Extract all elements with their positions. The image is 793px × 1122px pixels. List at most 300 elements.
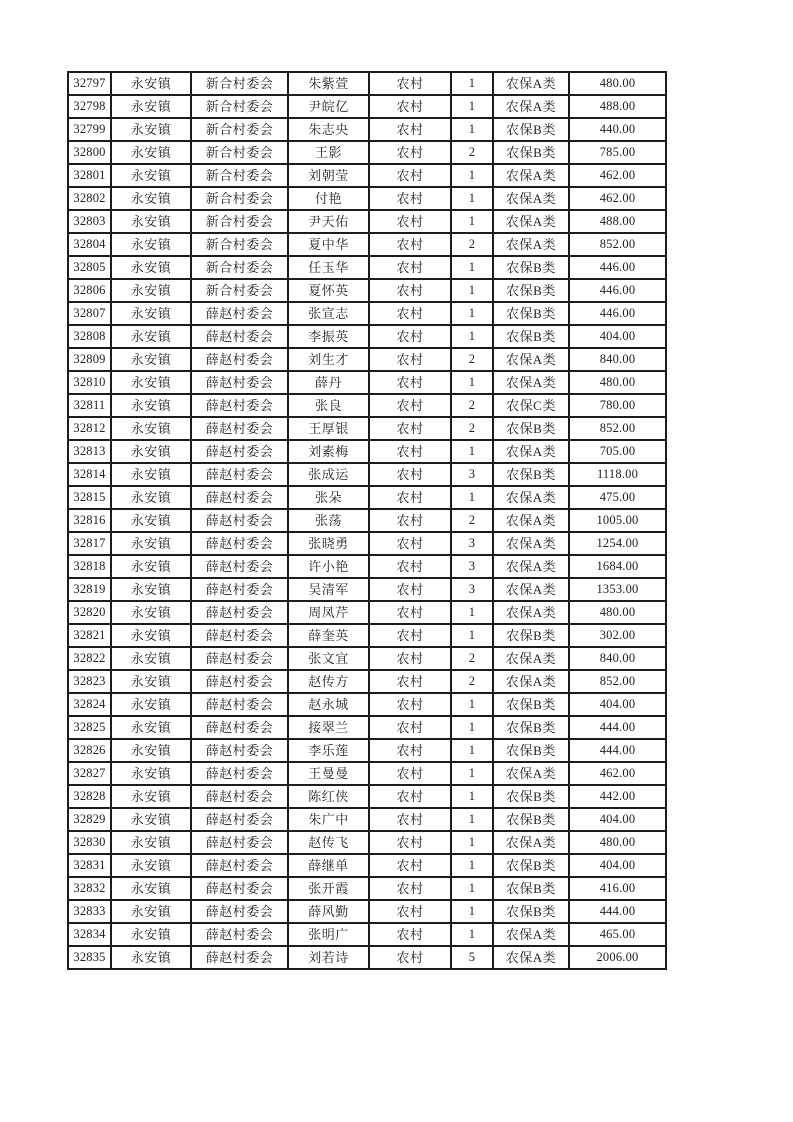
cell-insurance-class: 农保A类 (493, 233, 569, 256)
cell-category: 农村 (369, 210, 451, 233)
cell-category: 农村 (369, 578, 451, 601)
cell-person-name: 付艳 (288, 187, 369, 210)
cell-serial-no: 32807 (68, 302, 111, 325)
table-row (68, 233, 666, 256)
cell-town: 永安镇 (111, 716, 191, 739)
cell-person-count: 3 (451, 532, 493, 555)
cell-category: 农村 (369, 118, 451, 141)
cell-town: 永安镇 (111, 486, 191, 509)
cell-town: 永安镇 (111, 601, 191, 624)
table-row (68, 601, 666, 624)
table-row (68, 854, 666, 877)
cell-village-committee: 薛赵村委会 (191, 831, 288, 854)
cell-category: 农村 (369, 164, 451, 187)
cell-category: 农村 (369, 647, 451, 670)
table-row (68, 509, 666, 532)
cell-insurance-class: 农保A类 (493, 486, 569, 509)
cell-category: 农村 (369, 854, 451, 877)
cell-amount: 440.00 (569, 118, 666, 141)
table-row (68, 164, 666, 187)
cell-town: 永安镇 (111, 463, 191, 486)
cell-insurance-class: 农保A类 (493, 187, 569, 210)
cell-category: 农村 (369, 463, 451, 486)
cell-serial-no: 32812 (68, 417, 111, 440)
cell-category: 农村 (369, 440, 451, 463)
cell-village-committee: 薛赵村委会 (191, 440, 288, 463)
cell-category: 农村 (369, 716, 451, 739)
cell-town: 永安镇 (111, 394, 191, 417)
cell-category: 农村 (369, 785, 451, 808)
table-row (68, 463, 666, 486)
cell-insurance-class: 农保B类 (493, 808, 569, 831)
cell-person-count: 1 (451, 808, 493, 831)
table-row (68, 486, 666, 509)
cell-person-count: 1 (451, 440, 493, 463)
cell-insurance-class: 农保A类 (493, 555, 569, 578)
table-row (68, 187, 666, 210)
cell-serial-no: 32797 (68, 72, 111, 95)
cell-category: 农村 (369, 601, 451, 624)
cell-serial-no: 32820 (68, 601, 111, 624)
cell-category: 农村 (369, 95, 451, 118)
cell-town: 永安镇 (111, 946, 191, 969)
cell-amount: 404.00 (569, 325, 666, 348)
cell-town: 永安镇 (111, 509, 191, 532)
cell-serial-no: 32804 (68, 233, 111, 256)
cell-category: 农村 (369, 923, 451, 946)
cell-person-name: 夏怀英 (288, 279, 369, 302)
cell-village-committee: 新合村委会 (191, 187, 288, 210)
cell-serial-no: 32813 (68, 440, 111, 463)
cell-insurance-class: 农保B类 (493, 417, 569, 440)
table-row (68, 325, 666, 348)
cell-amount: 444.00 (569, 716, 666, 739)
cell-village-committee: 薛赵村委会 (191, 946, 288, 969)
cell-person-count: 1 (451, 785, 493, 808)
cell-person-count: 1 (451, 877, 493, 900)
cell-serial-no: 32828 (68, 785, 111, 808)
cell-amount: 302.00 (569, 624, 666, 647)
cell-person-name: 薛奎英 (288, 624, 369, 647)
cell-person-name: 李乐莲 (288, 739, 369, 762)
cell-town: 永安镇 (111, 187, 191, 210)
cell-amount: 462.00 (569, 164, 666, 187)
cell-amount: 446.00 (569, 302, 666, 325)
cell-person-name: 刘生才 (288, 348, 369, 371)
cell-amount: 1353.00 (569, 578, 666, 601)
cell-serial-no: 32798 (68, 95, 111, 118)
cell-insurance-class: 农保A类 (493, 164, 569, 187)
cell-person-name: 张文宜 (288, 647, 369, 670)
cell-category: 农村 (369, 555, 451, 578)
cell-village-committee: 新合村委会 (191, 164, 288, 187)
cell-serial-no: 32803 (68, 210, 111, 233)
cell-village-committee: 薛赵村委会 (191, 923, 288, 946)
cell-amount: 444.00 (569, 739, 666, 762)
cell-village-committee: 薛赵村委会 (191, 394, 288, 417)
table-row (68, 739, 666, 762)
table-row (68, 831, 666, 854)
cell-category: 农村 (369, 394, 451, 417)
cell-town: 永安镇 (111, 72, 191, 95)
cell-insurance-class: 农保A类 (493, 210, 569, 233)
table-row (68, 923, 666, 946)
table-row (68, 348, 666, 371)
cell-town: 永安镇 (111, 877, 191, 900)
cell-serial-no: 32821 (68, 624, 111, 647)
cell-category: 农村 (369, 256, 451, 279)
table-row (68, 647, 666, 670)
cell-amount: 462.00 (569, 187, 666, 210)
table-row (68, 808, 666, 831)
cell-person-count: 1 (451, 831, 493, 854)
cell-person-count: 1 (451, 302, 493, 325)
cell-town: 永安镇 (111, 141, 191, 164)
cell-town: 永安镇 (111, 808, 191, 831)
cell-insurance-class: 农保B类 (493, 302, 569, 325)
cell-person-name: 刘素梅 (288, 440, 369, 463)
table-row (68, 693, 666, 716)
cell-serial-no: 32816 (68, 509, 111, 532)
cell-insurance-class: 农保B类 (493, 279, 569, 302)
cell-person-count: 1 (451, 187, 493, 210)
cell-amount: 480.00 (569, 831, 666, 854)
cell-insurance-class: 农保A类 (493, 946, 569, 969)
cell-insurance-class: 农保B类 (493, 785, 569, 808)
cell-town: 永安镇 (111, 762, 191, 785)
cell-insurance-class: 农保A类 (493, 601, 569, 624)
cell-person-count: 1 (451, 371, 493, 394)
cell-serial-no: 32809 (68, 348, 111, 371)
cell-person-count: 1 (451, 72, 493, 95)
cell-category: 农村 (369, 417, 451, 440)
cell-town: 永安镇 (111, 854, 191, 877)
cell-serial-no: 32810 (68, 371, 111, 394)
cell-amount: 852.00 (569, 417, 666, 440)
cell-serial-no: 32824 (68, 693, 111, 716)
cell-serial-no: 32801 (68, 164, 111, 187)
cell-village-committee: 薛赵村委会 (191, 486, 288, 509)
cell-insurance-class: 农保A类 (493, 95, 569, 118)
cell-category: 农村 (369, 946, 451, 969)
cell-village-committee: 薛赵村委会 (191, 509, 288, 532)
cell-person-name: 李振英 (288, 325, 369, 348)
cell-town: 永安镇 (111, 164, 191, 187)
cell-serial-no: 32819 (68, 578, 111, 601)
cell-person-count: 1 (451, 900, 493, 923)
cell-village-committee: 薛赵村委会 (191, 371, 288, 394)
cell-town: 永安镇 (111, 118, 191, 141)
cell-person-count: 2 (451, 509, 493, 532)
cell-serial-no: 32827 (68, 762, 111, 785)
cell-town: 永安镇 (111, 532, 191, 555)
cell-insurance-class: 农保A类 (493, 923, 569, 946)
table-row (68, 394, 666, 417)
cell-amount: 1118.00 (569, 463, 666, 486)
table-row (68, 440, 666, 463)
cell-person-name: 张晓勇 (288, 532, 369, 555)
cell-person-name: 张朵 (288, 486, 369, 509)
cell-village-committee: 薛赵村委会 (191, 532, 288, 555)
cell-insurance-class: 农保B类 (493, 854, 569, 877)
cell-village-committee: 薛赵村委会 (191, 624, 288, 647)
cell-category: 农村 (369, 233, 451, 256)
cell-village-committee: 新合村委会 (191, 72, 288, 95)
cell-person-name: 王影 (288, 141, 369, 164)
cell-person-name: 刘若诗 (288, 946, 369, 969)
cell-town: 永安镇 (111, 95, 191, 118)
cell-insurance-class: 农保A类 (493, 371, 569, 394)
cell-category: 农村 (369, 348, 451, 371)
cell-town: 永安镇 (111, 279, 191, 302)
cell-person-count: 1 (451, 95, 493, 118)
cell-amount: 416.00 (569, 877, 666, 900)
cell-insurance-class: 农保A类 (493, 348, 569, 371)
cell-insurance-class: 农保B类 (493, 739, 569, 762)
cell-insurance-class: 农保A类 (493, 762, 569, 785)
cell-person-name: 朱志央 (288, 118, 369, 141)
cell-person-count: 2 (451, 141, 493, 164)
cell-person-name: 赵传方 (288, 670, 369, 693)
cell-amount: 1684.00 (569, 555, 666, 578)
cell-amount: 2006.00 (569, 946, 666, 969)
cell-category: 农村 (369, 693, 451, 716)
cell-person-count: 1 (451, 854, 493, 877)
cell-person-count: 1 (451, 256, 493, 279)
cell-town: 永安镇 (111, 923, 191, 946)
cell-insurance-class: 农保B类 (493, 325, 569, 348)
cell-category: 农村 (369, 279, 451, 302)
cell-category: 农村 (369, 72, 451, 95)
cell-village-committee: 薛赵村委会 (191, 854, 288, 877)
cell-serial-no: 32834 (68, 923, 111, 946)
cell-category: 农村 (369, 486, 451, 509)
cell-serial-no: 32833 (68, 900, 111, 923)
cell-person-name: 王曼曼 (288, 762, 369, 785)
cell-person-count: 1 (451, 118, 493, 141)
cell-person-count: 1 (451, 923, 493, 946)
cell-amount: 840.00 (569, 348, 666, 371)
cell-village-committee: 薛赵村委会 (191, 578, 288, 601)
cell-village-committee: 薛赵村委会 (191, 647, 288, 670)
cell-town: 永安镇 (111, 256, 191, 279)
table-row (68, 279, 666, 302)
cell-person-count: 1 (451, 279, 493, 302)
cell-person-count: 3 (451, 555, 493, 578)
cell-amount: 462.00 (569, 762, 666, 785)
cell-insurance-class: 农保B类 (493, 141, 569, 164)
cell-amount: 488.00 (569, 95, 666, 118)
cell-town: 永安镇 (111, 739, 191, 762)
cell-person-name: 张成运 (288, 463, 369, 486)
cell-town: 永安镇 (111, 233, 191, 256)
cell-person-name: 任玉华 (288, 256, 369, 279)
cell-person-name: 尹皖亿 (288, 95, 369, 118)
cell-serial-no: 32806 (68, 279, 111, 302)
table-row (68, 900, 666, 923)
cell-amount: 785.00 (569, 141, 666, 164)
cell-town: 永安镇 (111, 785, 191, 808)
table-row (68, 371, 666, 394)
cell-amount: 446.00 (569, 256, 666, 279)
cell-serial-no: 32830 (68, 831, 111, 854)
cell-village-committee: 薛赵村委会 (191, 417, 288, 440)
table-row (68, 95, 666, 118)
cell-insurance-class: 农保B类 (493, 256, 569, 279)
table-row (68, 785, 666, 808)
cell-person-count: 3 (451, 578, 493, 601)
cell-person-count: 1 (451, 693, 493, 716)
cell-person-name: 夏中华 (288, 233, 369, 256)
cell-serial-no: 32808 (68, 325, 111, 348)
cell-town: 永安镇 (111, 578, 191, 601)
cell-town: 永安镇 (111, 371, 191, 394)
cell-person-count: 5 (451, 946, 493, 969)
cell-amount: 852.00 (569, 233, 666, 256)
cell-category: 农村 (369, 624, 451, 647)
cell-person-count: 2 (451, 233, 493, 256)
cell-amount: 404.00 (569, 693, 666, 716)
cell-serial-no: 32814 (68, 463, 111, 486)
cell-category: 农村 (369, 808, 451, 831)
cell-serial-no: 32805 (68, 256, 111, 279)
cell-insurance-class: 农保C类 (493, 394, 569, 417)
cell-person-count: 1 (451, 486, 493, 509)
cell-amount: 446.00 (569, 279, 666, 302)
cell-insurance-class: 农保B类 (493, 877, 569, 900)
cell-person-name: 张明广 (288, 923, 369, 946)
cell-person-count: 3 (451, 463, 493, 486)
cell-village-committee: 薛赵村委会 (191, 555, 288, 578)
cell-category: 农村 (369, 762, 451, 785)
cell-amount: 465.00 (569, 923, 666, 946)
cell-person-name: 朱紫萱 (288, 72, 369, 95)
cell-person-count: 1 (451, 210, 493, 233)
table-row (68, 578, 666, 601)
cell-person-name: 朱广中 (288, 808, 369, 831)
cell-serial-no: 32799 (68, 118, 111, 141)
cell-town: 永安镇 (111, 210, 191, 233)
cell-category: 农村 (369, 371, 451, 394)
cell-insurance-class: 农保B类 (493, 716, 569, 739)
cell-amount: 488.00 (569, 210, 666, 233)
cell-amount: 1005.00 (569, 509, 666, 532)
cell-insurance-class: 农保B类 (493, 900, 569, 923)
cell-person-name: 赵永城 (288, 693, 369, 716)
cell-serial-no: 32831 (68, 854, 111, 877)
cell-serial-no: 32811 (68, 394, 111, 417)
cell-village-committee: 新合村委会 (191, 95, 288, 118)
cell-serial-no: 32817 (68, 532, 111, 555)
table-row (68, 256, 666, 279)
table-row (68, 670, 666, 693)
table-row (68, 762, 666, 785)
cell-village-committee: 薛赵村委会 (191, 463, 288, 486)
cell-village-committee: 薛赵村委会 (191, 762, 288, 785)
cell-person-name: 赵传飞 (288, 831, 369, 854)
cell-category: 农村 (369, 532, 451, 555)
cell-person-count: 2 (451, 348, 493, 371)
table-row (68, 946, 666, 969)
cell-serial-no: 32829 (68, 808, 111, 831)
cell-village-committee: 新合村委会 (191, 210, 288, 233)
cell-person-name: 接翠兰 (288, 716, 369, 739)
cell-town: 永安镇 (111, 831, 191, 854)
cell-amount: 705.00 (569, 440, 666, 463)
cell-town: 永安镇 (111, 647, 191, 670)
cell-person-count: 1 (451, 624, 493, 647)
cell-insurance-class: 农保B类 (493, 463, 569, 486)
cell-insurance-class: 农保A类 (493, 440, 569, 463)
cell-amount: 442.00 (569, 785, 666, 808)
cell-amount: 444.00 (569, 900, 666, 923)
cell-town: 永安镇 (111, 325, 191, 348)
table-row (68, 555, 666, 578)
cell-insurance-class: 农保B类 (493, 624, 569, 647)
cell-village-committee: 新合村委会 (191, 279, 288, 302)
cell-serial-no: 32815 (68, 486, 111, 509)
cell-village-committee: 薛赵村委会 (191, 302, 288, 325)
cell-village-committee: 薛赵村委会 (191, 693, 288, 716)
cell-village-committee: 薛赵村委会 (191, 325, 288, 348)
cell-serial-no: 32800 (68, 141, 111, 164)
table-row (68, 532, 666, 555)
cell-serial-no: 32822 (68, 647, 111, 670)
cell-category: 农村 (369, 739, 451, 762)
cell-serial-no: 32823 (68, 670, 111, 693)
cell-village-committee: 薛赵村委会 (191, 900, 288, 923)
cell-insurance-class: 农保B类 (493, 118, 569, 141)
cell-serial-no: 32832 (68, 877, 111, 900)
cell-person-name: 薛继单 (288, 854, 369, 877)
cell-insurance-class: 农保B类 (493, 693, 569, 716)
table-row (68, 716, 666, 739)
cell-village-committee: 薛赵村委会 (191, 785, 288, 808)
cell-town: 永安镇 (111, 348, 191, 371)
table-row (68, 417, 666, 440)
cell-person-name: 陈红侠 (288, 785, 369, 808)
table-row (68, 141, 666, 164)
cell-person-count: 1 (451, 325, 493, 348)
cell-person-count: 2 (451, 670, 493, 693)
cell-person-count: 1 (451, 716, 493, 739)
cell-person-name: 王厚银 (288, 417, 369, 440)
cell-person-count: 1 (451, 739, 493, 762)
cell-person-count: 1 (451, 762, 493, 785)
cell-serial-no: 32818 (68, 555, 111, 578)
cell-village-committee: 薛赵村委会 (191, 877, 288, 900)
cell-category: 农村 (369, 670, 451, 693)
cell-person-name: 张宣志 (288, 302, 369, 325)
cell-village-committee: 薛赵村委会 (191, 601, 288, 624)
table-row (68, 210, 666, 233)
cell-town: 永安镇 (111, 302, 191, 325)
cell-person-name: 张良 (288, 394, 369, 417)
cell-amount: 480.00 (569, 371, 666, 394)
cell-serial-no: 32802 (68, 187, 111, 210)
cell-amount: 840.00 (569, 647, 666, 670)
cell-amount: 1254.00 (569, 532, 666, 555)
cell-village-committee: 薛赵村委会 (191, 739, 288, 762)
benefit-roster-table (67, 71, 667, 970)
cell-serial-no: 32825 (68, 716, 111, 739)
cell-person-name: 周凤芹 (288, 601, 369, 624)
cell-person-count: 2 (451, 647, 493, 670)
cell-category: 农村 (369, 325, 451, 348)
cell-amount: 404.00 (569, 854, 666, 877)
table-row (68, 302, 666, 325)
cell-person-name: 许小艳 (288, 555, 369, 578)
